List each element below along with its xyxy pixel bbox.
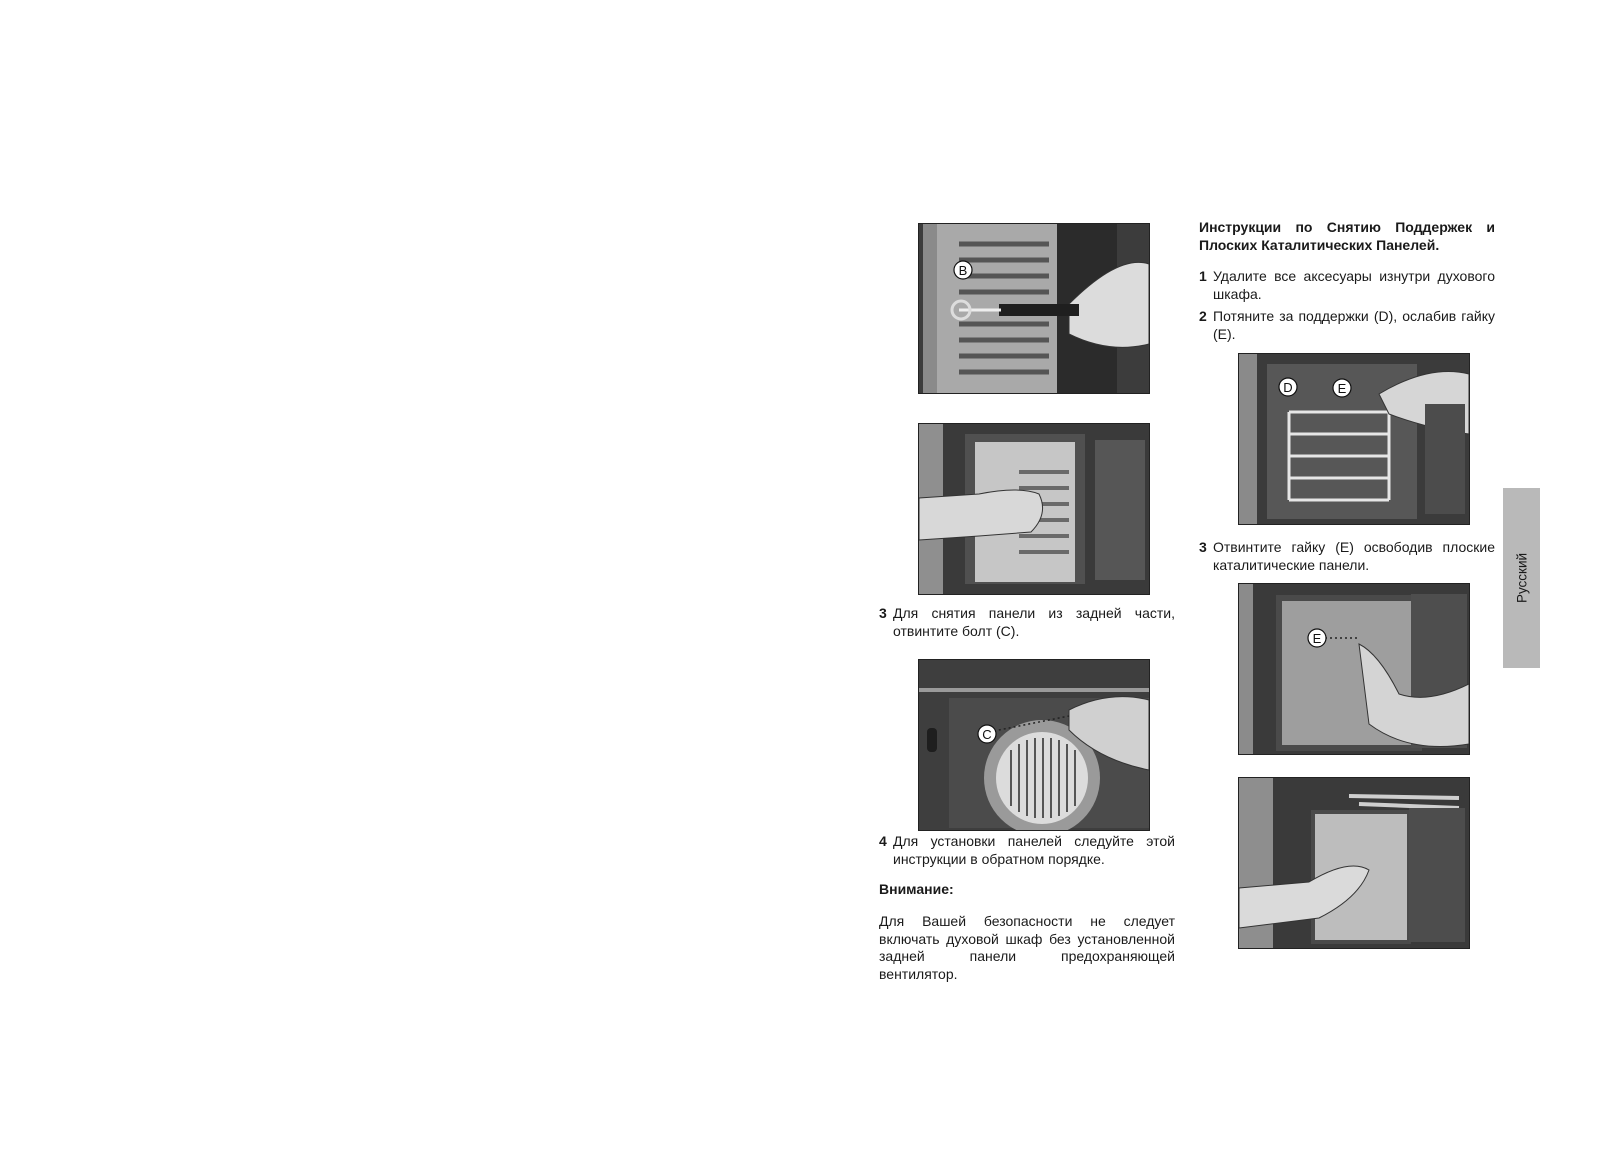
section-heading: Инструкции по Снятию Поддержек и Плоских Каталитических Панелей. xyxy=(1199,219,1495,253)
figure-unscrew-bolt-b xyxy=(918,223,1150,394)
language-side-tab xyxy=(1503,488,1540,668)
language-side-tab-label: Русский xyxy=(1514,552,1529,604)
warning-text: Для Вашей безопасности не следует включать духовой шкаф без установленной задней панели предохраняющей вентилятор. xyxy=(879,913,1175,982)
figure-label-e: E xyxy=(1337,381,1347,396)
left-step-3: 3 Для снятия панели из задней части, отвинтите болт (C). xyxy=(879,605,1175,639)
warning-title: Внимание: xyxy=(879,881,954,897)
figure-hand-on-panel xyxy=(918,423,1150,595)
figure-shelf-supports-d-e xyxy=(1238,353,1470,525)
right-step-3: 3 Отвинтите гайку (E) освободив плоские каталитические панели. xyxy=(1199,539,1495,573)
figure-remove-panel xyxy=(1238,777,1470,949)
left-step-4: 4 Для установки панелей следуйте этой инструкции в обратном порядке. xyxy=(879,833,1175,867)
figure-label-e-2: E xyxy=(1312,631,1322,646)
figure-label-d: D xyxy=(1283,380,1293,395)
right-step-1: 1 Удалите все аксесуары изнутри духового шкафа. xyxy=(1199,268,1495,302)
figure-label-c: C xyxy=(982,727,992,742)
figure-unscrew-nut-e xyxy=(1238,583,1470,755)
figure-rear-panel-bolt-c xyxy=(918,659,1150,831)
figure-label-b: B xyxy=(958,263,968,278)
right-step-2: 2 Потяните за поддержки (D), ослабив гайку (E). xyxy=(1199,308,1495,342)
